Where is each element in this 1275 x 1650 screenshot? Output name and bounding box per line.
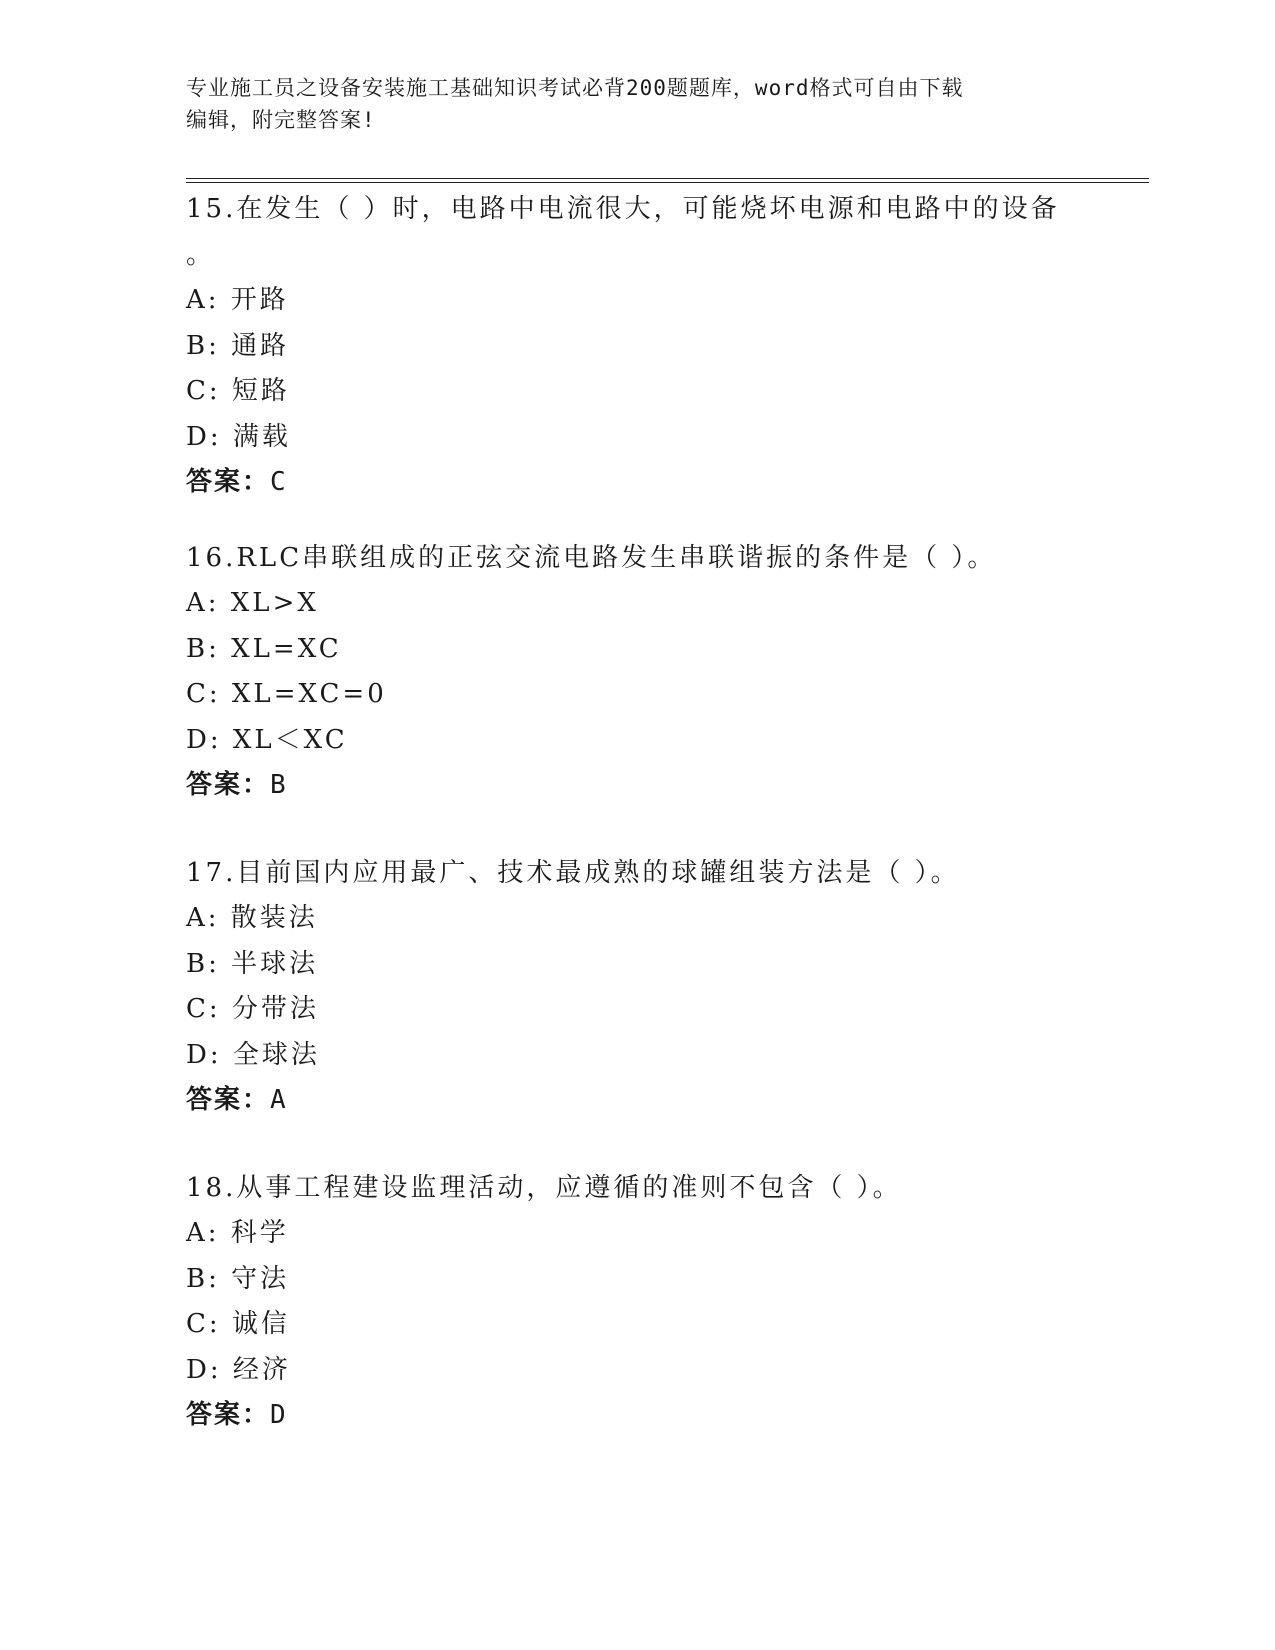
option-b: B: 守法 — [186, 1263, 290, 1294]
question-stem: 15.在发生（ ）时，电路中电流很大，可能烧坏电源和电路中的设备 — [186, 194, 1060, 224]
question-stem: 17.目前国内应用最广、技术最成熟的球罐组装方法是（ ）。 — [186, 858, 960, 888]
question-17 — [186, 850, 1086, 1124]
question-stem-continuation: 。 — [186, 240, 216, 270]
option-a: A: 开路 — [186, 285, 289, 315]
question-stem: 18.从事工程建设监理活动，应遵循的准则不包含（ ）。 — [186, 1173, 902, 1203]
option-d: D: 经济 — [186, 1354, 291, 1385]
answer-value: D — [270, 1400, 288, 1430]
header-line-2: 编辑，附完整答案! — [186, 108, 376, 132]
document-header — [186, 72, 1066, 136]
option-a: A: 散装法 — [186, 903, 318, 933]
answer-label: 答案： — [186, 770, 271, 800]
option-b: B: 半球法 — [186, 948, 319, 979]
option-b: B: 通路 — [186, 330, 290, 361]
answer — [186, 1393, 1086, 1439]
answer — [186, 1078, 1086, 1124]
answer — [186, 460, 1086, 506]
option-c: C: XL=XC=0 — [186, 679, 387, 709]
answer-label: 答案： — [186, 1400, 271, 1430]
option-a: A: XL>X — [186, 588, 319, 618]
question-stem: 16.RLC串联组成的正弦交流电路发生串联谐振的条件是（ ）。 — [186, 543, 997, 573]
header-divider-bottom — [186, 182, 1149, 183]
option-d: D: XL＜XC — [186, 724, 348, 755]
option-d: D: 全球法 — [186, 1039, 320, 1070]
answer-label: 答案： — [186, 1085, 271, 1115]
answer-value: B — [270, 770, 288, 800]
header-divider-top — [186, 178, 1149, 179]
option-d: D: 满载 — [186, 421, 291, 452]
answer-value: C — [270, 467, 288, 497]
question-18 — [186, 1165, 1086, 1439]
question-15 — [186, 186, 1086, 506]
option-c: C: 诚信 — [186, 1309, 290, 1339]
answer — [186, 763, 1086, 809]
option-a: A: 科学 — [186, 1218, 289, 1248]
answer-label: 答案： — [186, 467, 271, 497]
option-c: C: 分带法 — [186, 994, 319, 1024]
option-c: C: 短路 — [186, 376, 290, 406]
answer-value: A — [270, 1085, 288, 1115]
option-b: B: XL=XC — [186, 633, 342, 664]
question-16 — [186, 535, 1086, 809]
header-line-1: 专业施工员之设备安装施工基础知识考试必背200题题库，word格式可自由下载 — [186, 76, 964, 100]
